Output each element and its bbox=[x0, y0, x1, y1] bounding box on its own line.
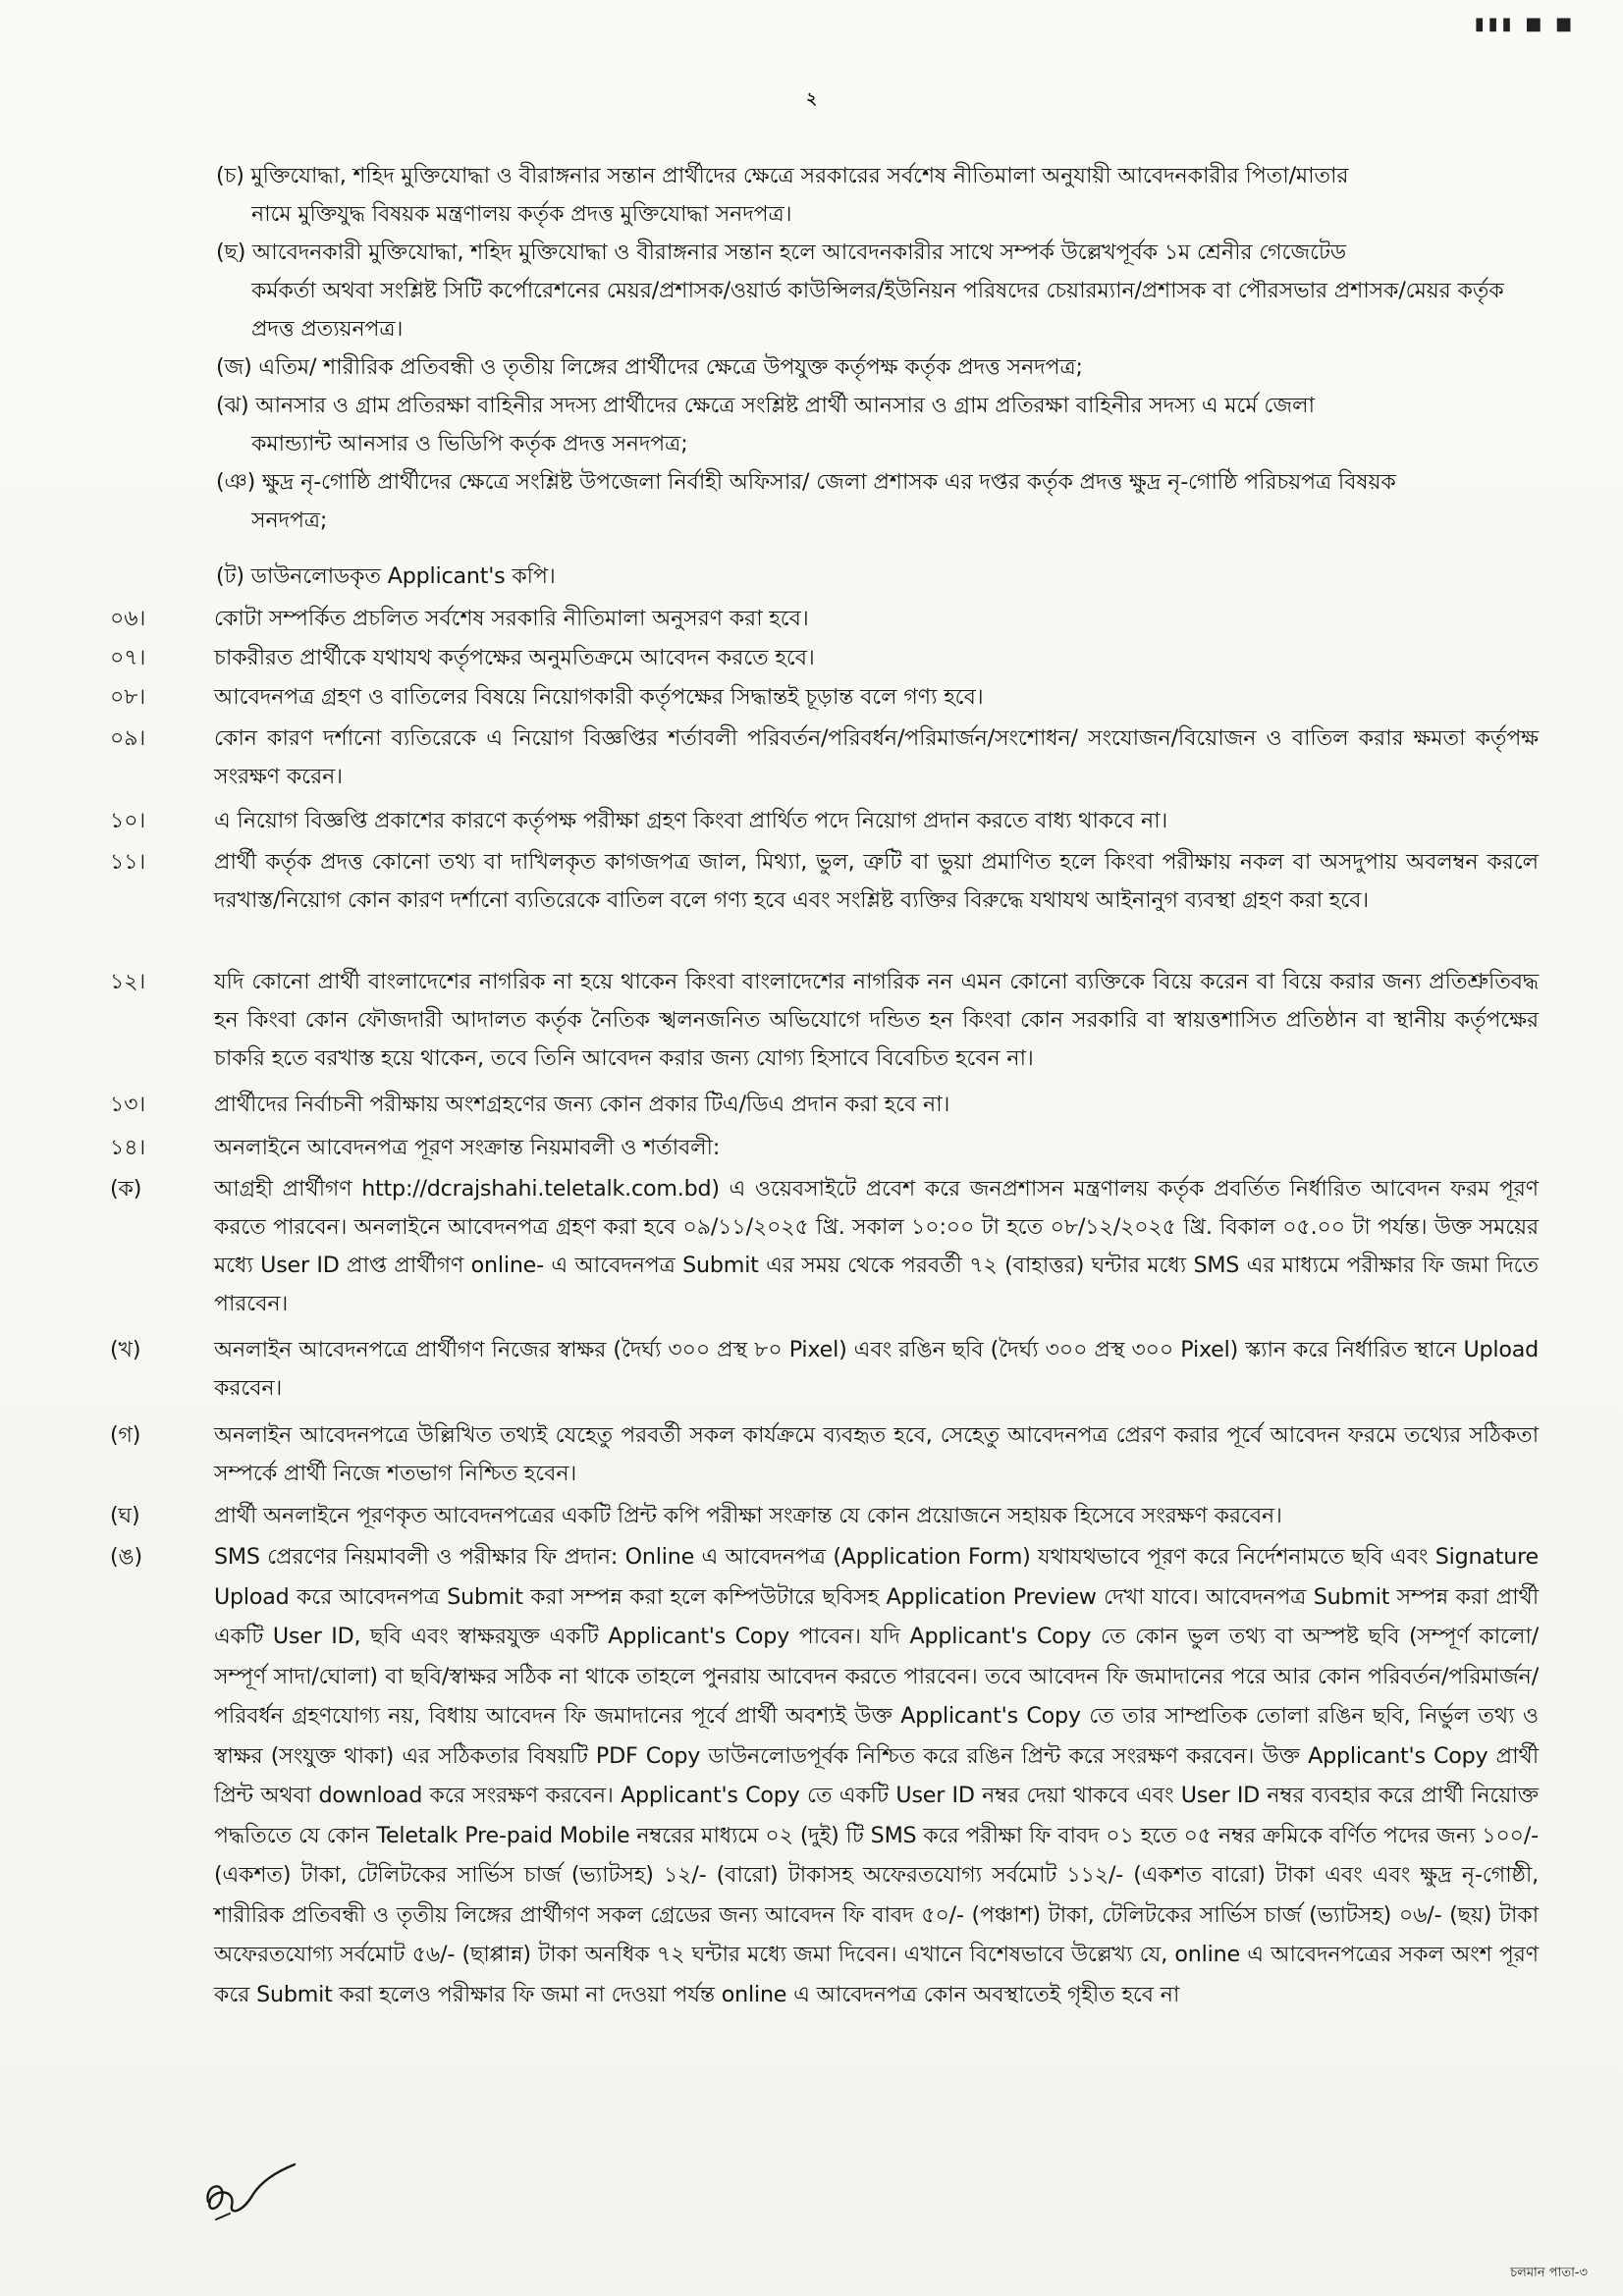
sub-item-jha bbox=[216, 387, 1532, 463]
clause-number: (ঙ) bbox=[110, 1544, 142, 1570]
clause-text: কোন কারণ দর্শানো ব্যতিরেকে এ নিয়োগ বিজ্ঞপ্তির শর্তাবলী পরিবর্তন/পরিবর্ধন/পরিমার্জন/সংশোধন/ সংযোজন/বিয়োজন ও বাতিল করার ক্ষমতা কর্তৃপক্ষ সংরক্ষণ করেন। bbox=[214, 725, 1539, 789]
clause-text: প্রার্থী অনলাইনে পূরণকৃত আবেদনপত্রের একটি প্রিন্ট কপি পরীক্ষা সংক্রান্ত যে কোন প্রয়োজনে সহায়ক হিসেবে সংরক্ষণ করবেন। bbox=[214, 1503, 1282, 1528]
clause-text: অনলাইনে আবেদনপত্র পূরণ সংক্রান্ত নিয়মাবলী ও শর্তাবলী: bbox=[214, 1135, 721, 1160]
clause-text: চাকরীরত প্রার্থীকে যথাযথ কর্তৃপক্ষের অনুমতিক্রমে আবেদন করতে হবে। bbox=[214, 645, 815, 670]
clause-text: প্রার্থী কর্তৃক প্রদত্ত কোনো তথ্য বা দাখিলকৃত কাগজপত্র জাল, মিথ্যা, ভুল, ত্রুটি বা ভুয়া প্রমাণিত হলে কিংবা পরীক্ষায় নকল বা অসদুপায় অবলম্বন করলে দরখাস্ত/নিয়োগ কোন কারণ দর্শানো ব্যতিরেকে বাতিল বলে গণ্য হবে এবং সংশ্লিষ্ট ব্যক্তির বিরুদ্ধে যথাযথ আইনানুগ ব্যবস্থা গ্রহণ করা হবে। bbox=[214, 849, 1539, 913]
clause-number: (গ) bbox=[110, 1422, 141, 1448]
clause-text: আবেদনপত্র গ্রহণ ও বাতিলের বিষয়ে নিয়োগকারী কর্তৃপক্ষের সিদ্ধান্তই চূড়ান্ত বলে গণ্য হবে। bbox=[214, 684, 984, 710]
clause-number: (খ) bbox=[110, 1337, 141, 1362]
clause-number: ১৪। bbox=[110, 1135, 146, 1160]
clause-text: অনলাইন আবেদনপত্রে প্রার্থীগণ নিজের স্বাক্ষর (দৈর্ঘ্য ৩০০ প্রস্থ ৮০ Pixel) এবং রঙিন ছবি (দৈর্ঘ্য ৩০০ প্রস্থ ৩০০ Pixel) স্ক্যান করে নির্ধারিত স্থানে Upload করবেন। bbox=[214, 1337, 1539, 1401]
sub-item-text: (ট) ডাউনলোডকৃত Applicant's কপি। bbox=[216, 563, 556, 589]
sub-item-continuation: সনদপত্র; bbox=[251, 507, 328, 533]
sub-item-ta bbox=[216, 558, 1532, 596]
sub-item-continuation: নামে মুক্তিযুদ্ধ বিষয়ক মন্ত্রণালয় কর্তৃক প্রদত্ত মুক্তিযোদ্ধা সনদপত্র। bbox=[251, 201, 792, 227]
clause-number: ০৬। bbox=[110, 606, 146, 631]
clause-number: ১২। bbox=[110, 969, 146, 994]
clause-text: প্রার্থীদের নির্বাচনী পরীক্ষায় অংশগ্রহণের জন্য কোন প্রকার টিএ/ডিএ প্রদান করা হবে না। bbox=[214, 1092, 950, 1117]
sub-item-cha bbox=[216, 157, 1532, 234]
clause-number: ০৭। bbox=[110, 645, 146, 670]
sub-item-nya bbox=[216, 463, 1532, 540]
sub-item-text: (জ) এতিম/ শারীরিক প্রতিবন্ধী ও তৃতীয় লিঙ্গের প্রার্থীদের ক্ষেত্রে উপযুক্ত কর্তৃপক্ষ কর্তৃক প্রদত্ত সনদপত্র; bbox=[216, 354, 1083, 380]
clause-text: অনলাইন আবেদনপত্রে উল্লিখিত তথ্যই যেহেতু পরবর্তী সকল কার্যক্রমে ব্যবহৃত হবে, সেহেতু আবেদনপত্র প্রেরণ করার পূর্বে আবেদন ফরমে তথ্যের সঠিকতা সম্পর্কে প্রার্থী নিজে শতভাগ নিশ্চিত হবেন। bbox=[214, 1422, 1539, 1486]
clause-text: কোটা সম্পর্কিত প্রচলিত সর্বশেষ সরকারি নীতিমালা অনুসরণ করা হবে। bbox=[214, 606, 809, 631]
sub-item-continuation: কর্মকর্তা অথবা সংশ্লিষ্ট সিটি কর্পোরেশনের মেয়র/প্রশাসক/ওয়ার্ড কাউন্সিলর/ইউনিয়ন পরিষদের চেয়ারম্যান/প্রশাসক বা পৌরসভার প্রশাসক/মেয়র কর্তৃক প্রদত্ত প্রত্যয়নপত্র। bbox=[251, 278, 1504, 342]
continuation-note: চলমান পাতা-৩ bbox=[1510, 2266, 1588, 2280]
sub-item-ja bbox=[216, 348, 1532, 387]
clause-number: ০৮। bbox=[110, 684, 146, 710]
handwritten-signature bbox=[196, 2155, 304, 2228]
clause-text: আগ্রহী প্রার্থীগণ http://dcrajshahi.teletalk.com.bd) এ ওয়েবসাইটে প্রবেশ করে জনপ্রশাসন মন্ত্রণালয় কর্তৃক প্রবর্তিত নির্ধারিত আবেদন ফরম পূরণ করতে পারবেন। অনলাইনে আবেদনপত্র গ্রহণ করা হবে ০৯/১১/২০২৫ খ্রি. সকাল ১০:০০ টা হতে ০৮/১২/২০২৫ খ্রি. বিকাল ০৫.০০ টা পর্যন্ত। উক্ত সময়ের মধ্যে User ID প্রাপ্ত প্রার্থীগণ online- এ আবেদনপত্র Submit এর সময় থেকে পরবর্তী ৭২ (বাহাত্তর) ঘন্টার মধ্যে SMS এর মাধ্যমে পরীক্ষার ফি জমা দিতে পারবেন। bbox=[214, 1176, 1539, 1316]
clause-number: ০৯। bbox=[110, 725, 146, 751]
sub-item-text: (চ) মুক্তিযোদ্ধা, শহিদ মুক্তিযোদ্ধা ও বীরাঙ্গনার সন্তান প্রার্থীদের ক্ষেত্রে সরকারের সর্বশেষ নীতিমালা অনুযায়ী আবেদনকারীর পিতা/মাতার bbox=[216, 163, 1349, 188]
sub-item-text: (ছ) আবেদনকারী মুক্তিযোদ্ধা, শহিদ মুক্তিযোদ্ধা ও বীরাঙ্গনার সন্তান হলে আবেদনকারীর সাথে সম্পর্ক উল্লেখপূর্বক ১ম শ্রেনীর গেজেটেড bbox=[216, 240, 1347, 265]
sub-item-chha bbox=[216, 234, 1532, 348]
sub-item-text: (ঞ) ক্ষুদ্র নৃ-গোষ্ঠি প্রার্থীদের ক্ষেত্রে সংশ্লিষ্ট উপজেলা নির্বাহী অফিসার/ জেলা প্রশাসক এর দপ্তর কর্তৃক প্রদত্ত ক্ষুদ্র নৃ-গোষ্ঠি পরিচয়পত্র বিষয়ক bbox=[216, 469, 1396, 495]
page-number: ২ bbox=[805, 89, 818, 109]
sub-item-continuation: কমান্ড্যান্ট আনসার ও ভিডিপি কর্তৃক প্রদত্ত সনদপত্র; bbox=[251, 431, 688, 456]
sub-item-text: (ঝ) আনসার ও গ্রাম প্রতিরক্ষা বাহিনীর সদস্য প্রার্থীদের ক্ষেত্রে সংশ্লিষ্ট প্রার্থী আনসার ও গ্রাম প্রতিরক্ষা বাহিনীর সদস্য এ মর্মে জেলা bbox=[216, 393, 1315, 418]
clause-number: ১০। bbox=[110, 808, 146, 833]
clause-number: (ঘ) bbox=[110, 1503, 140, 1528]
clause-number: ১১। bbox=[110, 849, 146, 875]
clause-text: SMS প্রেরণের নিয়মাবলী ও পরীক্ষার ফি প্রদান: Online এ আবেদনপত্র (Application Form) যথাযথভাবে পূরণ করে নির্দেশনামতে ছবি এবং Signature Upload করে আবেদনপত্র Submit করা সম্পন্ন করা হলে কম্পিউটারে ছবিসহ Application Preview দেখা যাবে। আবেদনপত্র Submit সম্পন্ন করা প্রার্থী একটি User ID, ছবি এবং স্বাক্ষরযুক্ত একটি Applicant's Copy পাবেন। যদি Applicant's Copy তে কোন ভুল তথ্য বা অস্পষ্ট ছবি (সম্পূর্ণ কালো/ সম্পূর্ণ সাদা/ঘোলা) বা ছবি/স্বাক্ষর সঠিক না থাকে তাহলে পুনরায় আবেদন করতে পারবেন। তবে আবেদন ফি জমাদানের পরে আর কোন পরিবর্তন/পরিমার্জন/পরিবর্ধন গ্রহণযোগ্য নয়, বিধায় আবেদন ফি জমাদানের পূর্বে প্রার্থী অবশ্যই উক্ত Applicant's Copy তে তার সাম্প্রতিক তোলা রঙিন ছবি, নির্ভুল তথ্য ও স্বাক্ষর (সংযুক্ত থাকা) এর সঠিকতার বিষয়টি PDF Copy ডাউনলোডপূর্বক নিশ্চিত করে রঙিন প্রিন্ট করে সংরক্ষণ করবেন। উক্ত Applicant's Copy প্রার্থী প্রিন্ট অথবা download করে সংরক্ষণ করবেন। Applicant's Copy তে একটি User ID নম্বর দেয়া থাকবে এবং User ID নম্বর ব্যবহার করে প্রার্থী নিয়োক্ত পদ্ধতিতে যে কোন Teletalk Pre-paid Mobile নম্বরের মাধ্যমে ০২ (দুই) টি SMS করে পরীক্ষা ফি বাবদ ০১ হতে ০৫ নম্বর ক্রমিকে বর্ণিত পদের জন্য ১০০/- (একশত) টাকা, টেলিটকের সার্ভিস চার্জ (ভ্যাটসহ) ১২/- (বারো) টাকাসহ অফেরতযোগ্য সর্বমোট ১১২/- (একশত বারো) টাকা এবং এবং ক্ষুদ্র নৃ-গোষ্ঠী, শারীরিক প্রতিবন্ধী ও তৃতীয় লিঙ্গের প্রার্থীগণ সকল গ্রেডের জন্য আবেদন ফি বাবদ ৫০/- (পঞ্চাশ) টাকা, টেলিটকের সার্ভিস চার্জ (ভ্যাটসহ) ০৬/- (ছয়) টাকা অফেরতযোগ্য সর্বমোট ৫৬/- (ছাপ্পান্ন) টাকা অনধিক ৭২ ঘন্টার মধ্যে জমা দিবেন। এখানে বিশেষভাবে উল্লেখ্য যে, online এ আবেদনপত্রের সকল অংশ পূরণ করে Submit করা হলেও পরীক্ষার ফি জমা না দেওয়া পর্যন্ত online এ আবেদনপত্র কোন অবস্থাতেই গৃহীত হবে না bbox=[214, 1544, 1539, 2007]
clause-text: যদি কোনো প্রার্থী বাংলাদেশের নাগরিক না হয়ে থাকেন কিংবা বাংলাদেশের নাগরিক নন এমন কোনো ব্যক্তিকে বিয়ে করেন বা বিয়ে করার জন্য প্রতিশ্রুতিবদ্ধ হন কিংবা কোন ফৌজদারী আদালত কর্তৃক নৈতিক স্খলনজনিত অভিযোগে দন্ডিত হন কিংবা কোন সরকারি বা স্বায়ত্তশাসিত প্রতিষ্ঠান বা স্থানীয় কর্তৃপক্ষের চাকরি হতে বরখাস্ত হয়ে থাকেন, তবে তিনি আবেদন করার জন্য যোগ্য হিসাবে বিবেচিত হবেন না। bbox=[214, 969, 1539, 1071]
clause-number: (ক) bbox=[110, 1176, 142, 1201]
clause-number: ১৩। bbox=[110, 1092, 146, 1117]
corner-mark: ▮▮▮ ■ ■ bbox=[1474, 14, 1576, 34]
clause-text: এ নিয়োগ বিজ্ঞপ্তি প্রকাশের কারণে কর্তৃপক্ষ পরীক্ষা গ্রহণ কিংবা প্রার্থিত পদে নিয়োগ প্রদান করতে বাধ্য থাকবে না। bbox=[214, 808, 1168, 833]
